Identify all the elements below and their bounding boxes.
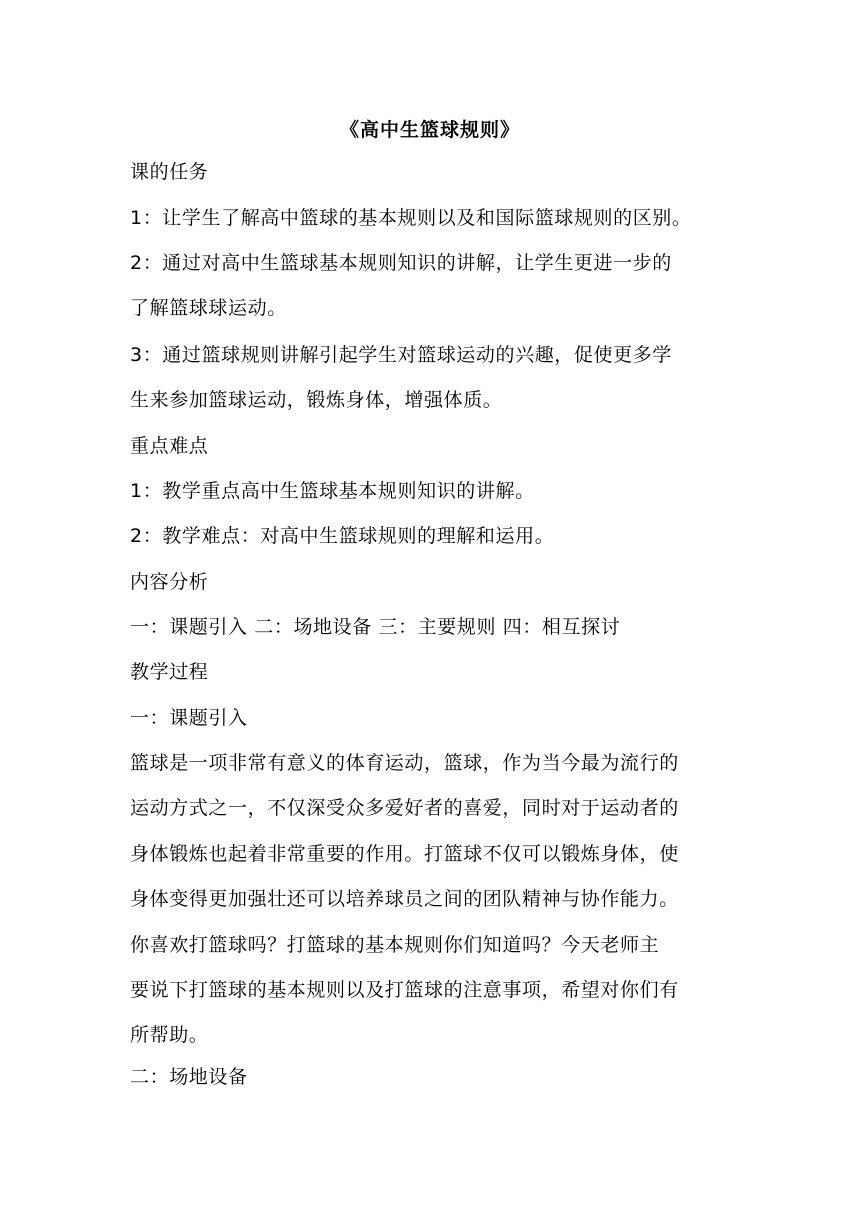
text-line: 1：让学生了解高中篮球的基本规则以及和国际篮球规则的区别。 xyxy=(130,207,692,229)
subsection-heading-venue-equipment: 二：场地设备 xyxy=(130,1066,248,1088)
text-line: 2：教学难点：对高中生篮球规则的理解和运用。 xyxy=(130,525,555,547)
text-line: 2：通过对高中生篮球基本规则知识的讲解，让学生更进一步的 xyxy=(130,252,672,274)
text-line: 篮球是一项非常有意义的体育运动，篮球，作为当今最为流行的 xyxy=(130,752,679,774)
text-line: 生来参加篮球运动，锻炼身体，增强体质。 xyxy=(130,389,503,411)
text-line: 运动方式之一，不仅深受众多爱好者的喜爱，同时对于运动者的 xyxy=(130,797,679,819)
subsection-heading-introduction: 一：课题引入 xyxy=(130,707,248,729)
text-line: 了解篮球球运动。 xyxy=(130,297,287,319)
section-heading-tasks: 课的任务 xyxy=(130,161,209,183)
section-heading-key-points: 重点难点 xyxy=(130,435,209,457)
text-line: 3：通过篮球规则讲解引起学生对篮球运动的兴趣，促使更多学 xyxy=(130,344,672,366)
text-line: 身体变得更加强壮还可以培养球员之间的团队精神与协作能力。 xyxy=(130,888,679,910)
text-line: 你喜欢打篮球吗？打篮球的基本规则你们知道吗？今天老师主 xyxy=(130,934,660,956)
section-heading-content-analysis: 内容分析 xyxy=(130,571,209,593)
text-line: 身体锻炼也起着非常重要的作用。打篮球不仅可以锻炼身体，使 xyxy=(130,843,679,865)
text-line: 要说下打篮球的基本规则以及打篮球的注意事项，希望对你们有 xyxy=(130,979,679,1001)
text-line: 1：教学重点高中生篮球基本规则知识的讲解。 xyxy=(130,480,535,502)
text-line: 所帮助。 xyxy=(130,1024,209,1046)
section-heading-teaching-process: 教学过程 xyxy=(130,661,209,683)
document-title: 《高中生篮球规则》 xyxy=(339,119,520,141)
text-line: 一：课题引入 二：场地设备 三：主要规则 四：相互探讨 xyxy=(130,616,621,638)
